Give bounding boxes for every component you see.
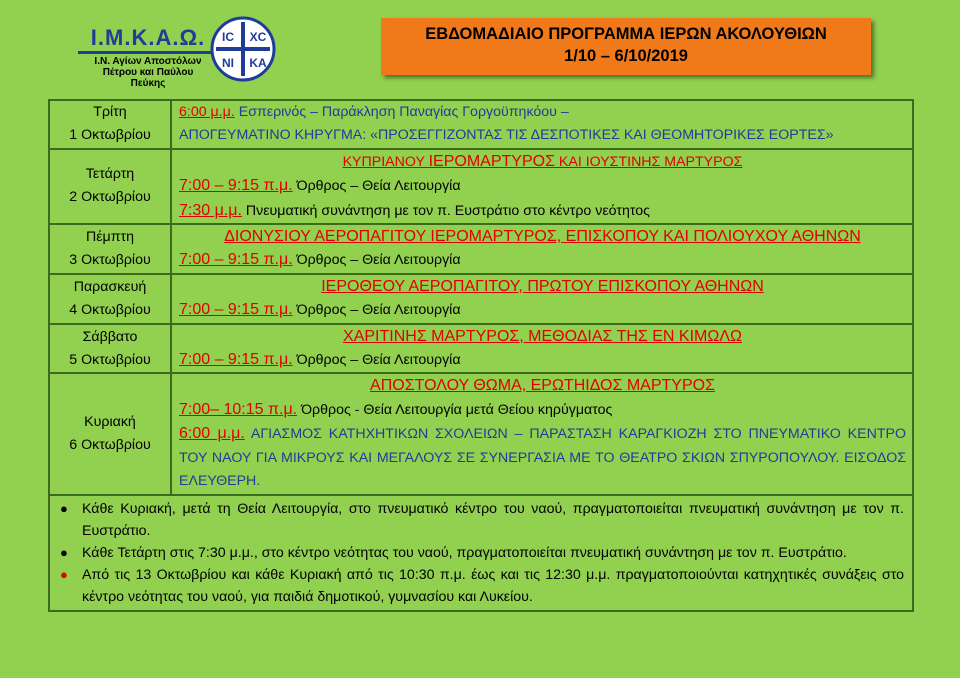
feast-title: ΙΕΡΟΘΕΟΥ ΑΕΡΟΠΑΓΙΤΟΥ, ΠΡΩΤΟΥ ΕΠΙΣΚΟΠΟΥ ΑΘΗΝΩΝ bbox=[321, 277, 764, 295]
events-cell bbox=[171, 373, 913, 494]
event-time: 6:00 μ.μ. bbox=[179, 425, 245, 443]
weekday: Τρίτη bbox=[93, 104, 127, 121]
day-cell bbox=[49, 373, 171, 494]
event-text: Όρθρος – Θεία Λειτουργία bbox=[292, 252, 461, 269]
weekday: Πέμπτη bbox=[85, 228, 135, 245]
note-text: Από τις 13 Οκτωβρίου και κάθε Κυριακή από τις 10:30 π.μ. έως και τις 12:30 μ.μ. πραγματοποιούνται κατηχητικές συνάξεις στο κέντρο νεότητας του ναού, για παιδιά δημοτικού, γυμνασίου και Λυκείου. bbox=[82, 566, 904, 605]
feast-title bbox=[179, 150, 906, 174]
feast-title: ΧΑΡΙΤΙΝΗΣ ΜΑΡΤΥΡΟΣ, ΜΕΘΟΔΙΑΣ ΤΗΣ ΕΝ ΚΙΜΩΛΩ bbox=[343, 327, 742, 345]
date: 3 Οκτωβρίου bbox=[69, 251, 151, 268]
bullet-icon: ● bbox=[60, 566, 68, 582]
event-line bbox=[179, 422, 906, 493]
events-cell bbox=[171, 224, 913, 274]
events-cell bbox=[171, 274, 913, 324]
event-text: Όρθρος – Θεία Λειτουργία bbox=[292, 352, 461, 369]
events-cell bbox=[171, 100, 913, 149]
day-cell bbox=[49, 324, 171, 374]
weekday: Παρασκευή bbox=[73, 278, 147, 295]
day-cell bbox=[49, 149, 171, 224]
feast-part: ΚΥΠΡΙΑΝΟΥ bbox=[342, 153, 429, 170]
event-text: Εσπερινός – Παράκληση Παναγίας Γοργοϋπηκόου – bbox=[234, 104, 569, 120]
logo-divider bbox=[78, 51, 218, 54]
event-text: Όρθρος – Θεία Λειτουργία bbox=[292, 178, 461, 195]
feast-part: ΚΑΙ ΙΟΥΣΤΙΝΗΣ ΜΑΡΤΥΡΟΣ bbox=[554, 153, 743, 170]
list-item bbox=[60, 564, 904, 608]
feast-part: ΙΕΡΟΜΑΡΤΥΡΟΣ bbox=[428, 152, 555, 170]
event-time: 7:00 – 9:15 π.μ. bbox=[179, 301, 293, 319]
date: 5 Οκτωβρίου bbox=[69, 351, 151, 368]
event-line bbox=[179, 101, 906, 124]
event-line: ΑΠΟΓΕΥΜΑΤΙΝΟ ΚΗΡΥΓΜΑ: «ΠΡΟΣΕΓΓΙΖΟΝΤΑΣ ΤΙΣ ΔΕΣΠΟΤΙΚΕΣ ΚΑΙ ΘΕΟΜΗΤΟΡΙΚΕΣ ΕΟΡΤΕΣ» bbox=[179, 127, 834, 144]
seal-letters-tl: ΙC bbox=[222, 30, 234, 44]
event-time: 7:00 – 9:15 π.μ. bbox=[179, 251, 293, 269]
event-line bbox=[179, 298, 906, 322]
table-row bbox=[49, 373, 913, 494]
event-text: ΑΓΙΑΣΜΟΣ ΚΑΤΗΧΗΤΙΚΩΝ ΣΧΟΛΕΙΩΝ – ΠΑΡΑΣΤΑΣΗ ΚΑΡΑΓΚΙΟΖΗ ΣΤΟ ΠΝΕΥΜΑΤΙΚΟ ΚΕΝΤΡΟ ΤΟΥ ΝΑΟΥ ΓΙΑ ΜΙΚΡΟΥΣ ΚΑΙ ΜΕΓΑΛΟΥΣ ΣΕ ΣΥΝΕΡΓΑΣΙΑ ΜΕ ΤΟ ΘΕΑΤΡΟ ΣΚΙΩΝ ΣΠΥΡΟΠΟΥΛΟΥ. ΕΙΣΟΔΟΣ ΕΛΕΥΘΕΡΗ. bbox=[179, 426, 906, 490]
table-row bbox=[49, 100, 913, 149]
event-line bbox=[179, 174, 906, 198]
day-cell bbox=[49, 274, 171, 324]
logo-title: Ι.Μ.Κ.Α.Ω. bbox=[90, 25, 206, 50]
event-line bbox=[179, 199, 906, 223]
weekday: Τετάρτη bbox=[85, 166, 135, 183]
page-title: ΕΒΔΟΜΑΔΙΑΙΟ ΠΡΟΓΡΑΜΜΑ ΙΕΡΩΝ ΑΚΟΛΟΥΘΙΩΝ bbox=[425, 25, 827, 43]
table-row bbox=[49, 324, 913, 374]
table-row bbox=[49, 224, 913, 274]
seal-letters-tr: XC bbox=[249, 30, 267, 44]
date: 4 Οκτωβρίου bbox=[69, 301, 151, 318]
seal-letters-bl: NI bbox=[222, 56, 234, 70]
notes-cell bbox=[49, 495, 913, 611]
event-line bbox=[179, 248, 906, 272]
schedule-table bbox=[48, 99, 914, 612]
page-date-range: 1/10 – 6/10/2019 bbox=[564, 47, 688, 65]
event-time: 6:00 μ.μ. bbox=[179, 104, 235, 120]
weekday: Σάββατο bbox=[82, 328, 138, 345]
event-time: 7:00 – 9:15 π.μ. bbox=[179, 351, 293, 369]
event-text: Όρθρος – Θεία Λειτουργία bbox=[292, 302, 461, 319]
table-row bbox=[49, 495, 913, 611]
event-line bbox=[179, 348, 906, 372]
events-cell bbox=[171, 324, 913, 374]
events-cell bbox=[171, 149, 913, 224]
note-text: Κάθε Τετάρτη στις 7:30 μ.μ., στο κέντρο νεότητας του ναού, πραγματοποιείται πνευματική συνάντηση με τον π. Ευστράτιο. bbox=[82, 544, 847, 561]
weekday: Κυριακή bbox=[84, 413, 136, 430]
list-item bbox=[60, 542, 904, 564]
logo-subtitle-3: Πεύκης bbox=[130, 78, 166, 89]
event-time: 7:30 μ.μ. bbox=[179, 201, 242, 219]
note-text: Κάθε Κυριακή, μετά τη Θεία Λειτουργία, στο πνευματικό κέντρο του ναού, πραγματοποιείται πνευματική συνάντηση με τον π. Ευστράτιο. bbox=[82, 500, 904, 539]
title-banner bbox=[381, 18, 871, 75]
event-time: 7:00– 10:15 π.μ. bbox=[179, 400, 298, 418]
table-row bbox=[49, 149, 913, 224]
logo-subtitle-1: Ι.Ν. Αγίων Αποστόλων bbox=[94, 56, 202, 67]
bullet-icon: ● bbox=[60, 500, 68, 516]
feast-title: ΔΙΟΝΥΣΙΟΥ ΑΕΡΟΠΑΓΙΤΟΥ ΙΕΡΟΜΑΡΤΥΡΟΣ, ΕΠΙΣΚΟΠΟΥ ΚΑΙ ΠΟΛΙΟΥΧΟΥ ΑΘΗΝΩΝ bbox=[224, 228, 861, 246]
cross-seal-icon bbox=[210, 16, 276, 82]
logo-subtitle-2: Πέτρου και Παύλου bbox=[102, 67, 194, 78]
table-row bbox=[49, 274, 913, 324]
feast-title: ΑΠΟΣΤΟΛΟΥ ΘΩΜΑ, ΕΡΩΤΗΙΔΟΣ ΜΑΡΤΥΡΟΣ bbox=[370, 377, 715, 395]
event-text: Πνευματική συνάντηση με τον π. Ευστράτιο στο κέντρο νεότητος bbox=[241, 202, 650, 219]
date: 6 Οκτωβρίου bbox=[69, 436, 151, 453]
day-cell bbox=[49, 224, 171, 274]
event-time: 7:00 – 9:15 π.μ. bbox=[179, 177, 293, 195]
day-cell bbox=[49, 100, 171, 149]
bullet-icon: ● bbox=[60, 544, 68, 560]
seal-letters-br: KA bbox=[249, 56, 267, 70]
date: 2 Οκτωβρίου bbox=[69, 189, 151, 206]
list-item bbox=[60, 498, 904, 542]
logo bbox=[78, 26, 218, 89]
date: 1 Οκτωβρίου bbox=[69, 127, 151, 144]
event-line bbox=[179, 398, 906, 422]
event-text: Όρθρος - Θεία Λειτουργία μετά Θείου κηρύγματος bbox=[297, 401, 613, 418]
